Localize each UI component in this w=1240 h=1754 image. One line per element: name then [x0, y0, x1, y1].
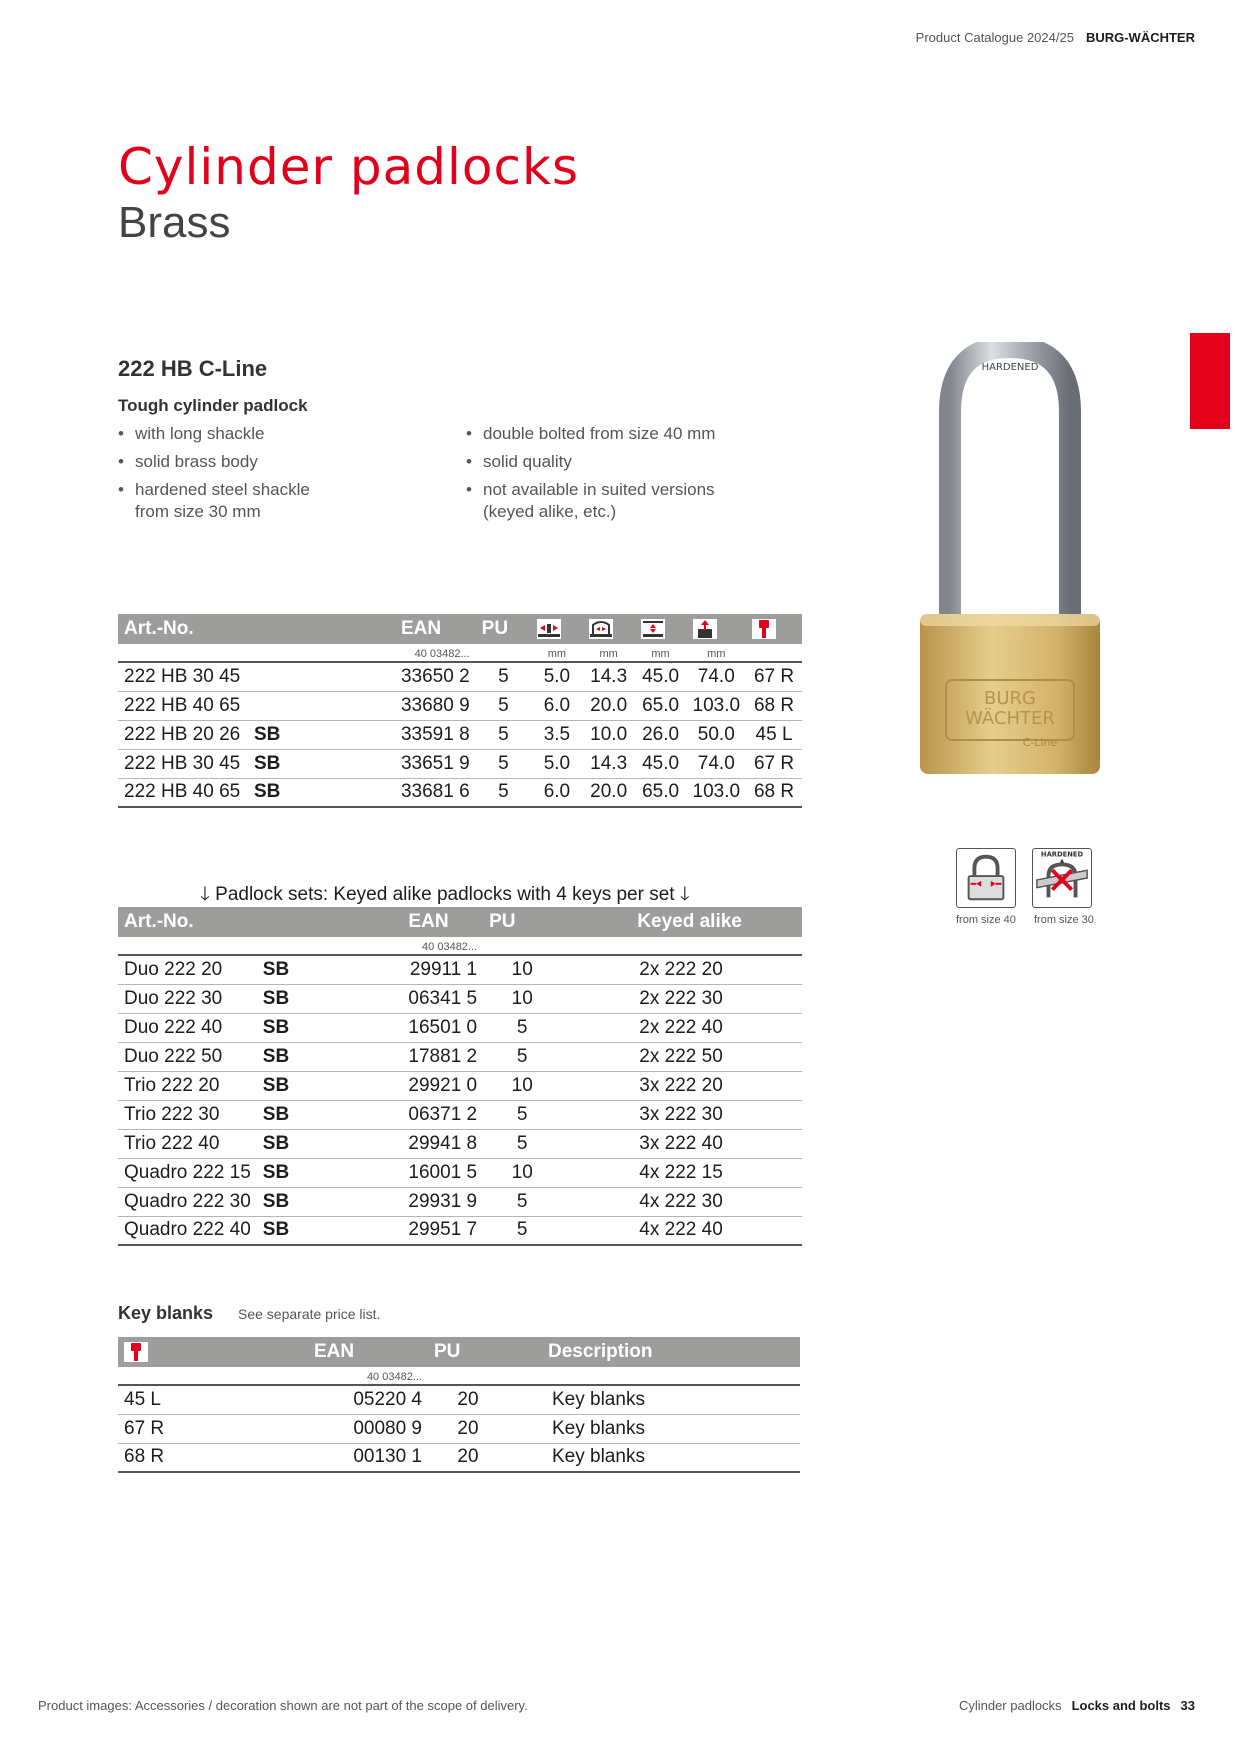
ean: 00130 1	[308, 1443, 428, 1472]
pu: 5	[483, 1042, 561, 1071]
unit-label: mm	[635, 644, 687, 662]
ean: 29951 7	[402, 1216, 483, 1245]
col-header-ean: EAN	[402, 907, 483, 937]
ean: 29921 0	[402, 1071, 483, 1100]
sb-flag: SB	[257, 1013, 316, 1042]
table-row	[118, 984, 802, 1013]
feature-item: • with long shackle	[118, 423, 448, 445]
ean: 16501 0	[402, 1013, 483, 1042]
sets-title: 🡓 Padlock sets: Keyed alike padlocks with 4 keys per set 🡓	[200, 884, 690, 905]
keyed-alike: 3x 222 30	[561, 1100, 802, 1129]
keyed-alike: 4x 222 30	[561, 1187, 802, 1216]
pu: 10	[483, 955, 561, 984]
dimension: 65.0	[635, 778, 687, 807]
pu: 20	[428, 1443, 508, 1472]
table-row	[118, 1158, 802, 1187]
sb-flag	[248, 662, 307, 691]
col-header-total-height	[687, 614, 747, 644]
hardened-shackle-icon	[1032, 848, 1092, 908]
dimension: 14.3	[583, 749, 635, 778]
key-profile: 67 R	[118, 1414, 308, 1443]
ean: 00080 9	[308, 1414, 428, 1443]
key-profile: 68 R	[746, 691, 802, 720]
col-header-key-profile	[118, 1337, 308, 1367]
col-header-pu: PU	[476, 614, 531, 644]
unit-label: mm	[583, 644, 635, 662]
ean: 33651 9	[395, 749, 476, 778]
shackle-height-icon	[641, 619, 665, 639]
pu: 5	[483, 1216, 561, 1245]
dimension: 14.3	[583, 662, 635, 691]
table-row	[118, 778, 802, 807]
keyed-alike: 4x 222 40	[561, 1216, 802, 1245]
table-row	[118, 1443, 800, 1472]
sb-flag: SB	[257, 984, 316, 1013]
key-profile: 68 R	[118, 1443, 308, 1472]
art-no: Duo 222 20	[118, 955, 257, 984]
keyed-alike: 2x 222 30	[561, 984, 802, 1013]
table-row	[118, 720, 802, 749]
total-height-icon	[693, 619, 717, 639]
description: Key blanks	[508, 1385, 800, 1414]
art-no: 222 HB 40 65	[118, 778, 248, 807]
table-row	[118, 1187, 802, 1216]
unit-label: mm	[531, 644, 583, 662]
feature-item: • hardened steel shackle from size 30 mm	[118, 479, 328, 523]
ean-prefix: 40 03482...	[402, 937, 483, 955]
table-row	[118, 662, 802, 691]
feature-caption: from size 40	[956, 914, 1016, 926]
pu: 5	[476, 662, 531, 691]
key-profile: 67 R	[746, 662, 802, 691]
dimension: 45.0	[635, 749, 687, 778]
dimension: 20.0	[583, 778, 635, 807]
art-no: Quadro 222 30	[118, 1187, 257, 1216]
ean: 29941 8	[402, 1129, 483, 1158]
col-header-keyed-alike: Keyed alike	[561, 907, 802, 937]
table-row	[118, 691, 802, 720]
keyed-alike: 3x 222 40	[561, 1129, 802, 1158]
table-row	[118, 1013, 802, 1042]
ean: 06341 5	[402, 984, 483, 1013]
shackle-width-icon	[589, 619, 613, 639]
product-table	[118, 614, 802, 808]
dimension: 6.0	[531, 691, 583, 720]
col-header-shackle-width	[583, 614, 635, 644]
sb-flag	[248, 691, 307, 720]
chapter-tab-marker	[1190, 333, 1230, 429]
sb-flag: SB	[257, 1158, 316, 1187]
keyed-alike: 4x 222 15	[561, 1158, 802, 1187]
dimension: 10.0	[583, 720, 635, 749]
key-profile: 45 L	[118, 1385, 308, 1414]
page-title: Cylinder padlocks	[118, 138, 580, 196]
product-description: Tough cylinder padlock	[118, 396, 308, 415]
art-no: 222 HB 20 26	[118, 720, 248, 749]
double-bolted-icon	[956, 848, 1016, 908]
page-number: 33	[1180, 1698, 1195, 1713]
ean: 33680 9	[395, 691, 476, 720]
page-footer	[959, 1698, 1195, 1713]
art-no: Trio 222 30	[118, 1100, 257, 1129]
footer-section: Cylinder padlocks	[958, 1698, 1062, 1713]
art-no: Quadro 222 15	[118, 1158, 257, 1187]
art-no: Duo 222 50	[118, 1042, 257, 1071]
ean: 29911 1	[402, 955, 483, 984]
hardened-label: HARDENED	[1040, 850, 1084, 859]
key-profile: 45 L	[746, 720, 802, 749]
dimension: 103.0	[687, 691, 747, 720]
brand-label: BURG-WÄCHTER	[1085, 30, 1195, 45]
padlock-product-image	[910, 342, 1110, 782]
dimension: 20.0	[583, 691, 635, 720]
col-header-art: Art.-No.	[118, 614, 248, 644]
table-row	[118, 1414, 800, 1443]
dimension: 3.5	[531, 720, 583, 749]
pu: 5	[483, 1100, 561, 1129]
dimension: 65.0	[635, 691, 687, 720]
art-no: Trio 222 40	[118, 1129, 257, 1158]
shackle-diameter-icon	[537, 619, 561, 639]
shackle-engraving: HARDENED	[981, 362, 1039, 373]
key-profile: 67 R	[746, 749, 802, 778]
ean: 17881 2	[402, 1042, 483, 1071]
col-header-pu: PU	[483, 907, 561, 937]
col-header-description: Description	[508, 1337, 800, 1367]
feature-item: • solid quality	[466, 451, 796, 473]
pu: 10	[483, 1071, 561, 1100]
body-engraving: WÄCHTER	[965, 708, 1055, 729]
col-header-ean: EAN	[395, 614, 476, 644]
key-icon	[124, 1342, 148, 1362]
col-header-key-profile	[746, 614, 802, 644]
page-header	[916, 30, 1195, 45]
table-row	[118, 1216, 802, 1245]
feature-list-right	[466, 423, 796, 529]
pu: 5	[483, 1129, 561, 1158]
art-no: Duo 222 40	[118, 1013, 257, 1042]
sb-flag: SB	[257, 1071, 316, 1100]
pu: 10	[483, 1158, 561, 1187]
unit-label: mm	[687, 644, 747, 662]
pu: 20	[428, 1414, 508, 1443]
key-blanks-label: Key blanks	[118, 1303, 214, 1323]
sb-flag: SB	[257, 1100, 316, 1129]
keyed-alike: 3x 222 20	[561, 1071, 802, 1100]
ean: 06371 2	[402, 1100, 483, 1129]
ean: 33681 6	[395, 778, 476, 807]
sb-flag: SB	[257, 1216, 316, 1245]
dimension: 50.0	[687, 720, 747, 749]
col-header-ean: EAN	[308, 1337, 428, 1367]
pu: 5	[483, 1187, 561, 1216]
body-engraving: BURG	[984, 688, 1036, 709]
page-subtitle: Brass	[118, 198, 231, 247]
art-no: Trio 222 20	[118, 1071, 257, 1100]
sb-flag: SB	[248, 778, 307, 807]
art-no: Quadro 222 40	[118, 1216, 257, 1245]
dimension: 5.0	[531, 749, 583, 778]
ean: 16001 5	[402, 1158, 483, 1187]
dimension: 5.0	[531, 662, 583, 691]
pu: 5	[483, 1013, 561, 1042]
sb-flag: SB	[257, 1187, 316, 1216]
description: Key blanks	[508, 1443, 800, 1472]
table-row	[118, 1071, 802, 1100]
table-row	[118, 1042, 802, 1071]
sb-flag: SB	[257, 1129, 316, 1158]
table-row	[118, 1100, 802, 1129]
dimension: 103.0	[687, 778, 747, 807]
pu: 5	[476, 720, 531, 749]
keyed-alike: 2x 222 20	[561, 955, 802, 984]
key-profile: 68 R	[746, 778, 802, 807]
key-icon	[752, 619, 776, 639]
art-no: Duo 222 30	[118, 984, 257, 1013]
sb-flag: SB	[248, 720, 307, 749]
dimension: 6.0	[531, 778, 583, 807]
art-no: 222 HB 40 65	[118, 691, 248, 720]
ean-prefix: 40 03482...	[308, 1367, 428, 1385]
pu: 20	[428, 1385, 508, 1414]
ean: 33650 2	[395, 662, 476, 691]
key-blanks-note: See separate price list.	[238, 1306, 381, 1322]
footer-note: Product images: Accessories / decoration shown are not part of the scope of delivery.	[38, 1698, 528, 1713]
col-header-pu: PU	[428, 1337, 508, 1367]
col-header-art: Art.-No.	[118, 907, 257, 937]
footer-chapter: Locks and bolts	[1071, 1698, 1171, 1713]
ean-prefix: 40 03482...	[395, 644, 476, 662]
table-row	[118, 1129, 802, 1158]
dimension: 74.0	[687, 662, 747, 691]
key-blanks-table	[118, 1337, 800, 1473]
ean: 33591 8	[395, 720, 476, 749]
col-header-shackle-height	[635, 614, 687, 644]
body-logo: C-Line	[1022, 736, 1058, 749]
ean: 05220 4	[308, 1385, 428, 1414]
feature-list-left	[118, 423, 448, 529]
table-row	[118, 1385, 800, 1414]
dimension: 45.0	[635, 662, 687, 691]
feature-item: • not available in suited versions (keyed alike, etc.)	[466, 479, 736, 523]
feature-item: • double bolted from size 40 mm	[466, 423, 796, 445]
dimension: 26.0	[635, 720, 687, 749]
ean: 29931 9	[402, 1187, 483, 1216]
catalogue-label: Product Catalogue 2024/25	[915, 30, 1074, 45]
keyed-alike: 2x 222 40	[561, 1013, 802, 1042]
feature-caption: from size 30	[1034, 914, 1094, 926]
table-row	[118, 749, 802, 778]
pu: 5	[476, 749, 531, 778]
art-no: 222 HB 30 45	[118, 749, 248, 778]
sb-flag: SB	[257, 1042, 316, 1071]
pu: 5	[476, 778, 531, 807]
feature-item: • solid brass body	[118, 451, 448, 473]
sb-flag: SB	[257, 955, 316, 984]
sb-flag: SB	[248, 749, 307, 778]
padlock-sets-table	[118, 907, 802, 1246]
art-no: 222 HB 30 45	[118, 662, 248, 691]
keyed-alike: 2x 222 50	[561, 1042, 802, 1071]
table-row	[118, 955, 802, 984]
pu: 10	[483, 984, 561, 1013]
col-header-shackle-diameter	[531, 614, 583, 644]
product-name: 222 HB C-Line	[118, 356, 268, 381]
description: Key blanks	[508, 1414, 800, 1443]
dimension: 74.0	[687, 749, 747, 778]
pu: 5	[476, 691, 531, 720]
